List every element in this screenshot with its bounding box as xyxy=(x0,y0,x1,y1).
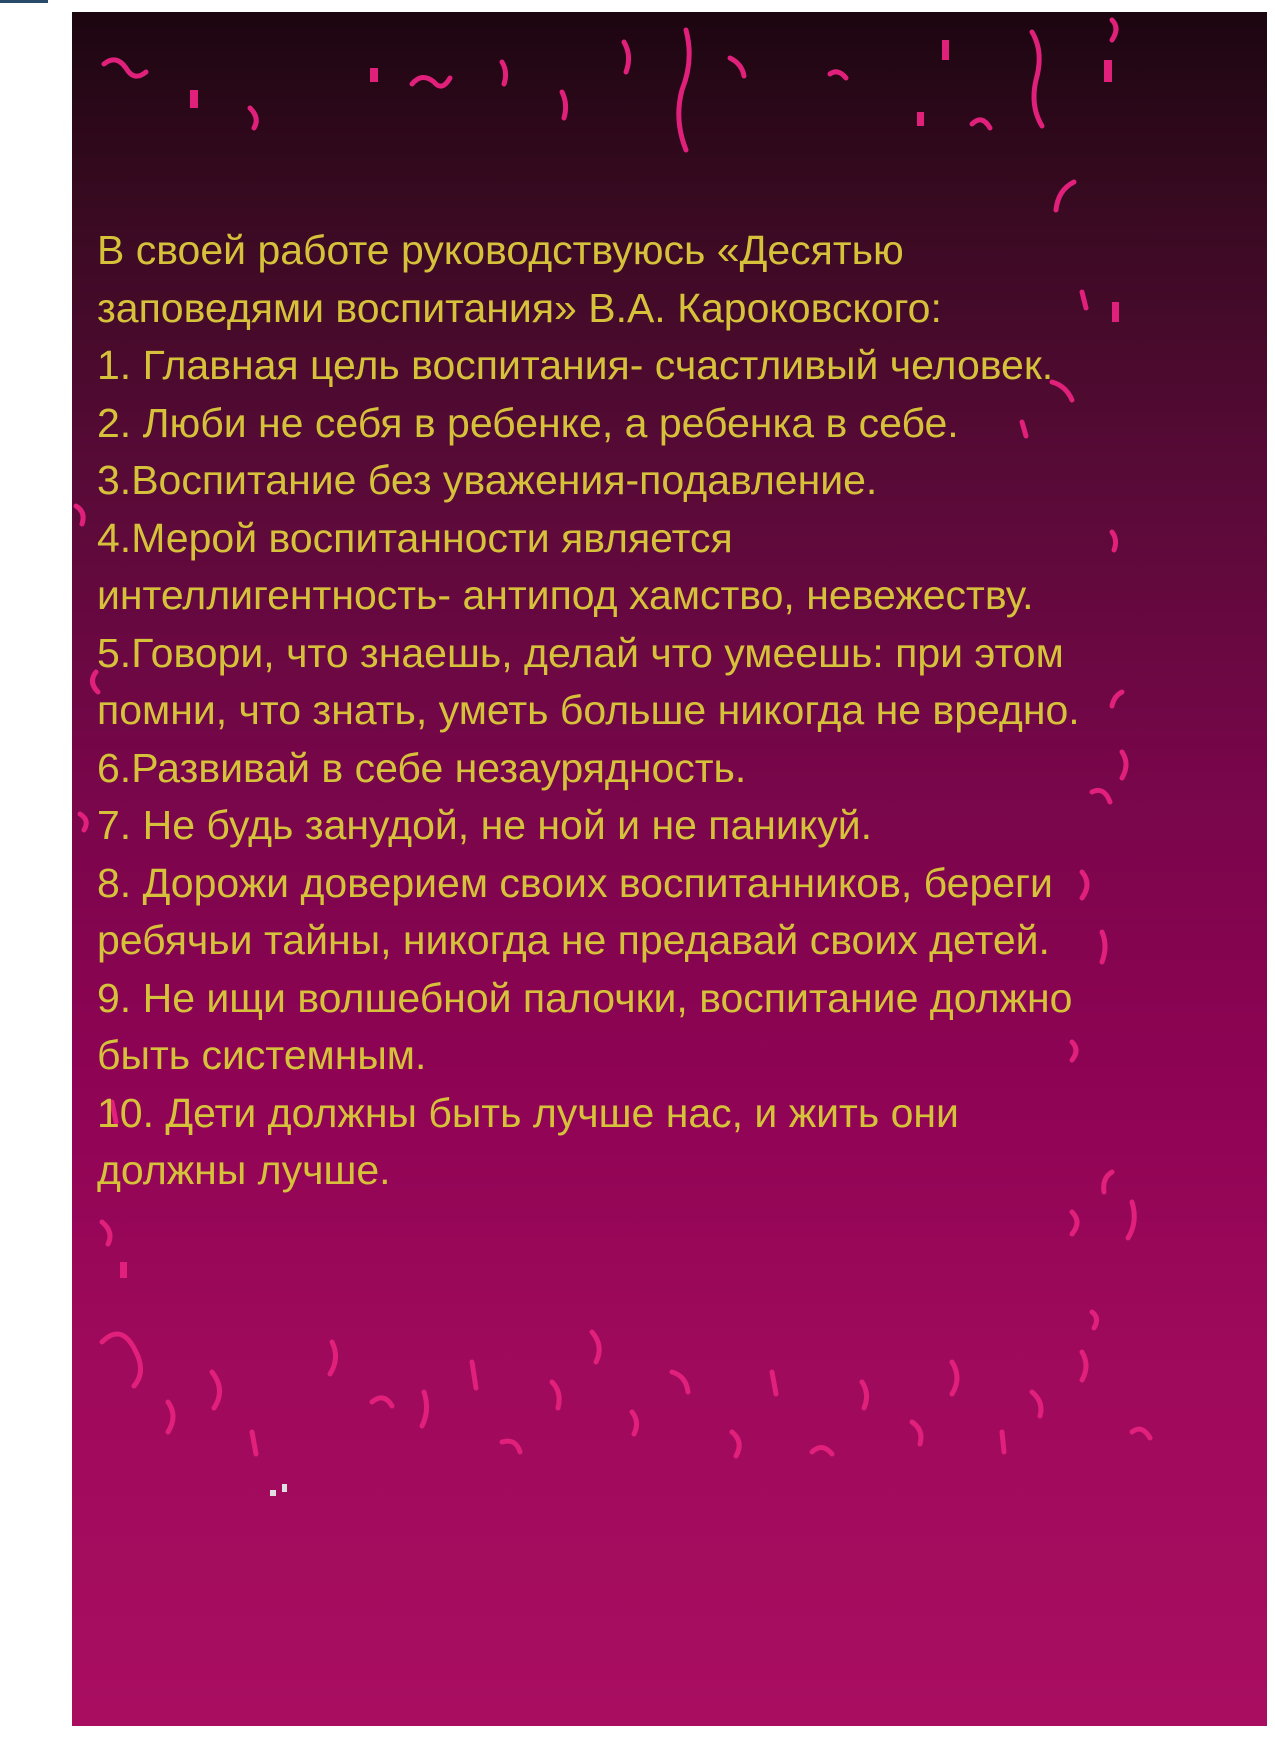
text-line: В своей работе руководствуюсь «Десятью xyxy=(97,227,904,273)
text-line: 6.Развивай в себе незаурядность. xyxy=(97,744,747,791)
text-line: 10. Дети должны быть лучше нас, и жить они xyxy=(97,1089,959,1136)
text-line: 5.Говори, что знаешь, делай что умеешь: при этом xyxy=(97,629,1064,676)
text-line: 9. Не ищи волшебной палочки, воспитание должно xyxy=(97,974,1073,1021)
text-line: ребячьи тайны, никогда не предавай своих детей. xyxy=(97,917,1050,963)
text-line: 2. Люби не себя в ребенке, а ребенка в себе. xyxy=(97,399,959,446)
text-line: должны лучше. xyxy=(97,1147,391,1193)
commandments-text xyxy=(97,222,1267,1200)
text-line: 3.Воспитание без уважения-подавление. xyxy=(97,457,878,503)
poster xyxy=(72,12,1267,1726)
text-line: заповедями воспитания» В.А. Кароковского: xyxy=(97,284,942,331)
scan-edge-mark xyxy=(0,0,48,3)
text-line: помни, что знать, уметь больше никогда не вредно. xyxy=(97,687,1080,733)
text-line: 4.Мерой воспитанности является xyxy=(97,514,733,561)
text-line: 8. Дорожи доверием своих воспитанников, береги xyxy=(97,859,1053,906)
text-line: быть системным. xyxy=(97,1032,427,1078)
text-line: 1. Главная цель воспитания- счастливый человек. xyxy=(97,342,1054,388)
text-line: интеллигентность- антипод хамство, невежеству. xyxy=(97,572,1034,618)
text-line: 7. Не будь занудой, не ной и не паникуй. xyxy=(97,802,873,848)
